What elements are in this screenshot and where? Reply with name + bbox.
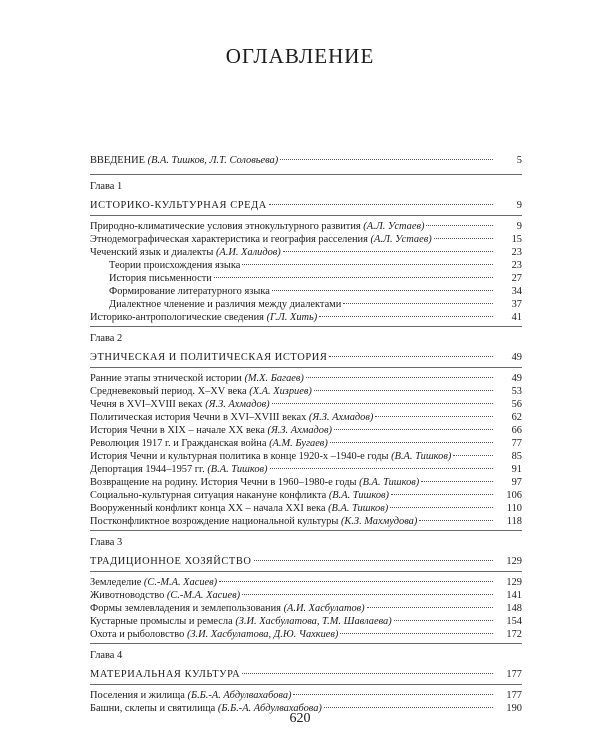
toc-entry-title (109, 259, 240, 272)
entry-authors: (З.И. Хасбулатова, Т.М. Шавлаева) (235, 616, 392, 627)
toc-subentry[interactable] (90, 285, 522, 298)
entry-authors: (Б.Б.-А. Абдулвахабова) (187, 690, 292, 701)
entry-text: Природно-климатические условия этнокультурного развития (90, 221, 361, 232)
toc-entry-title (90, 220, 424, 233)
dot-leader (329, 356, 493, 357)
dot-leader (324, 707, 493, 708)
toc-entry-title (90, 450, 451, 463)
toc-entry[interactable] (90, 576, 522, 589)
chapter-page: 129 (506, 556, 522, 567)
entry-text: Возвращение на родину. История Чечни в 1960–1980-е годы (90, 477, 357, 488)
toc-entry-page: 23 (511, 260, 522, 271)
toc-entry[interactable] (90, 437, 522, 450)
toc-entry-page: 34 (511, 286, 522, 297)
toc-entry-title (90, 615, 392, 628)
chapter-title: ТРАДИЦИОННОЕ ХОЗЯЙСТВО (90, 556, 252, 567)
chapter-title: МАТЕРИАЛЬНАЯ КУЛЬТУРА (90, 669, 241, 680)
toc-entry[interactable] (90, 385, 522, 398)
dot-leader (375, 416, 493, 417)
divider (90, 367, 522, 368)
chapter-page: 9 (516, 200, 522, 211)
dot-leader (293, 694, 493, 695)
toc-entry-title (90, 385, 312, 398)
table-of-contents (90, 150, 522, 715)
dot-leader (214, 277, 493, 278)
divider (90, 684, 522, 685)
toc-entry-page: 172 (506, 629, 522, 640)
toc-entry[interactable] (90, 372, 522, 385)
intro-authors: (В.А. Тишков, Л.Т. Соловьева) (147, 155, 279, 166)
entry-authors: (А.И. Халидов) (215, 247, 281, 258)
dot-leader (394, 620, 493, 621)
toc-entry-page: 49 (511, 373, 522, 384)
toc-entry-page: 27 (511, 273, 522, 284)
toc-entry[interactable] (90, 589, 522, 602)
toc-entry-title (90, 689, 291, 702)
entry-text: Средневековый период. X–XV века (90, 386, 247, 397)
page-number: 620 (289, 711, 311, 726)
divider (90, 643, 522, 644)
toc-entry-title (90, 437, 328, 450)
entry-text: Революция 1917 г. и Гражданская война (90, 438, 267, 449)
toc-subentry[interactable] (90, 298, 522, 311)
dot-leader (270, 468, 494, 469)
toc-entry-title (90, 398, 270, 411)
toc-entry[interactable] (90, 398, 522, 411)
dot-leader (367, 607, 493, 608)
entry-authors: (Я.З. Ахмадов) (205, 399, 270, 410)
entry-authors: (В.А. Тишков) (207, 464, 268, 475)
chapter-entries (90, 576, 522, 641)
chapter-heading[interactable] (90, 199, 522, 212)
toc-entry[interactable] (90, 450, 522, 463)
chapter-page: 177 (506, 669, 522, 680)
toc-entry[interactable] (90, 424, 522, 437)
toc-entry-page: 15 (511, 234, 522, 245)
entry-text: Диалектное членение и различия между диалектами (109, 299, 342, 310)
toc-entry-title (90, 246, 281, 259)
chapter-heading[interactable] (90, 668, 522, 681)
toc-subentry[interactable] (90, 272, 522, 285)
intro-text: ВВЕДЕНИЕ (90, 155, 145, 166)
toc-entry-title (90, 502, 388, 515)
entry-authors: (А.Л. Устаев) (363, 221, 425, 232)
dot-leader (343, 303, 493, 304)
toc-entry[interactable] (90, 615, 522, 628)
dot-leader (314, 390, 493, 391)
toc-entry-page: 129 (506, 577, 522, 588)
toc-entry-title (109, 298, 341, 311)
entry-text: Постконфликтное возрождение национальной культуры (90, 516, 339, 527)
entry-text: Чечня в XVI–XVIII веках (90, 399, 203, 410)
toc-entry-title (90, 372, 304, 385)
entry-text: Историко-антропологические сведения (90, 312, 264, 323)
entry-authors: (А.М. Бугаев) (269, 438, 328, 449)
entry-authors: (В.А. Тишков) (328, 490, 389, 501)
dot-leader (334, 429, 493, 430)
chapter-title: ЭТНИЧЕСКАЯ И ПОЛИТИЧЕСКАЯ ИСТОРИЯ (90, 352, 328, 363)
chapter-entries (90, 372, 522, 528)
entry-authors: (Х.А. Хизриев) (249, 386, 312, 397)
toc-entry-title (90, 424, 332, 437)
toc-entry[interactable] (90, 476, 522, 489)
toc-entry-page: 148 (506, 603, 522, 614)
toc-entry-page: 77 (511, 438, 522, 449)
entry-authors: (С.-М.А. Хасиев) (143, 577, 218, 588)
toc-entry[interactable] (90, 602, 522, 615)
toc-entry-page: 97 (511, 477, 522, 488)
entry-text: Животноводство (90, 590, 165, 601)
toc-entry-page: 154 (506, 616, 522, 627)
chapter-label: Глава 3 (90, 537, 123, 548)
toc-entry-page: 177 (506, 690, 522, 701)
divider (90, 571, 522, 572)
toc-entry[interactable] (90, 489, 522, 502)
toc-entry-title (90, 489, 389, 502)
toc-entry-page: 106 (506, 490, 522, 501)
dot-leader (453, 455, 493, 456)
toc-entry-title (90, 576, 217, 589)
chapter-heading[interactable] (90, 555, 522, 568)
entry-text: Формы землевладения и землепользования (90, 603, 281, 614)
page-title: ОГЛАВЛЕНИЕ (225, 44, 375, 68)
toc-entry-page: 53 (511, 386, 522, 397)
entry-authors: (А.И. Хасбулатов) (283, 603, 365, 614)
entry-authors: (М.Х. Багаев) (244, 373, 304, 384)
toc-entry-title (90, 602, 365, 615)
chapter-entries (90, 220, 522, 324)
dot-leader (272, 290, 493, 291)
toc-entry-title (90, 463, 268, 476)
entry-authors: (С.-М.А. Хасиев) (166, 590, 241, 601)
toc-entry-title (90, 411, 373, 424)
entry-authors: (В.А. Тишков) (391, 451, 452, 462)
dot-leader (242, 264, 493, 265)
toc-entry[interactable] (90, 246, 522, 259)
entry-text: Теории происхождения языка (109, 260, 241, 271)
toc-entry-title (109, 285, 270, 298)
entry-text: Депортация 1944–1957 гг. (90, 464, 205, 475)
entry-text: Кустарные промыслы и ремесла (90, 616, 233, 627)
entry-text: Вооруженный конфликт конца XX – начала XXI века (90, 503, 326, 514)
chapter-title: ИСТОРИКО-КУЛЬТУРНАЯ СРЕДА (90, 200, 267, 211)
chapter-label: Глава 1 (90, 181, 123, 192)
entry-text: Социально-культурная ситуация накануне конфликта (90, 490, 327, 501)
toc-entry-page: 41 (511, 312, 522, 323)
entry-authors: (В.А. Тишков) (359, 477, 420, 488)
toc-entry-title (90, 311, 317, 324)
dot-leader (242, 594, 493, 595)
entry-text: История письменности (109, 273, 212, 284)
entry-text: Чеченский язык и диалекты (90, 247, 214, 258)
chapter-label: Глава 2 (90, 333, 123, 344)
entry-authors: (З.И. Хасбулатова, Д.Ю. Чахкиев) (186, 629, 339, 640)
entry-text: Земледелие (90, 577, 142, 588)
toc-entry-page: 110 (506, 503, 522, 514)
toc-entry-page: 23 (511, 247, 522, 258)
toc-entry[interactable] (90, 689, 522, 702)
divider (90, 174, 522, 175)
toc-entry-page: 85 (511, 451, 522, 462)
dot-leader (280, 159, 493, 160)
toc-entry[interactable] (90, 311, 522, 324)
entry-authors: (В.А. Тишков) (328, 503, 389, 514)
chapter-label: Глава 4 (90, 650, 123, 661)
toc-subentry[interactable] (90, 259, 522, 272)
entry-authors: (Г.Л. Хить) (266, 312, 318, 323)
toc-entry-page: 118 (506, 516, 522, 527)
toc-entry-page: 190 (506, 703, 522, 714)
entry-text: Охота и рыболовство (90, 629, 185, 640)
entry-text: Поселения и жилища (90, 690, 185, 701)
toc-entry[interactable] (90, 411, 522, 424)
toc-entry-title (90, 628, 338, 641)
dot-leader (426, 225, 493, 226)
entry-authors: (Б.Б.-А. Абдулвахабова) (217, 703, 322, 714)
dot-leader (434, 238, 493, 239)
toc-entry-page: 141 (506, 590, 522, 601)
toc-entry-title (90, 476, 419, 489)
chapter-heading[interactable] (90, 351, 522, 364)
entry-text: История Чечни и культурная политика в конце 1920-х –1940-е годы (90, 451, 389, 462)
entry-authors: (Я.З. Ахмадов) (308, 412, 374, 423)
toc-entry-title (90, 515, 417, 528)
dot-leader (219, 581, 493, 582)
toc-entry-title (90, 589, 240, 602)
toc-entry-page: 9 (516, 221, 522, 232)
toc-entry-intro[interactable] (90, 154, 522, 167)
dot-leader (419, 520, 493, 521)
divider (90, 215, 522, 216)
entry-text: История Чечни в XIX – начале XX века (90, 425, 265, 436)
toc-entry[interactable] (90, 220, 522, 233)
toc-entry-page: 66 (511, 425, 522, 436)
toc-entry-title (109, 272, 212, 285)
entry-authors: (Я.З. Ахмадов) (267, 425, 332, 436)
dot-leader (390, 507, 493, 508)
entry-authors: (А.Л. Устаев) (370, 234, 432, 245)
toc-entry-page: 5 (516, 155, 522, 166)
toc-entry-title (90, 154, 278, 167)
dot-leader (330, 442, 493, 443)
toc-entry[interactable] (90, 502, 522, 515)
dot-leader (242, 673, 493, 674)
dot-leader (283, 251, 493, 252)
toc-entry-title (90, 233, 432, 246)
toc-entry-page: 62 (511, 412, 522, 423)
entry-text: Политическая история Чечни в XVI–XVIII веках (90, 412, 307, 423)
dot-leader (421, 481, 493, 482)
dot-leader (306, 377, 493, 378)
entry-text: Этнодемографическая характеристика и география расселения (90, 234, 368, 245)
toc-entry[interactable] (90, 515, 522, 528)
divider (90, 326, 522, 327)
toc-entry[interactable] (90, 233, 522, 246)
entry-text: Ранние этапы этнической истории (90, 373, 242, 384)
dot-leader (269, 204, 493, 205)
dot-leader (391, 494, 493, 495)
toc-entry[interactable] (90, 463, 522, 476)
entry-authors: (К.З. Махмудова) (340, 516, 418, 527)
dot-leader (254, 560, 494, 561)
dot-leader (272, 403, 493, 404)
toc-entry-page: 37 (511, 299, 522, 310)
dot-leader (340, 633, 493, 634)
toc-entry-page: 56 (511, 399, 522, 410)
entry-text: Формирование литературного языка (109, 286, 270, 297)
dot-leader (319, 316, 493, 317)
divider (90, 530, 522, 531)
chapter-page: 49 (511, 352, 522, 363)
entry-text: Башни, склепы и святилища (90, 703, 216, 714)
toc-entry-page: 91 (511, 464, 522, 475)
toc-entry[interactable] (90, 628, 522, 641)
